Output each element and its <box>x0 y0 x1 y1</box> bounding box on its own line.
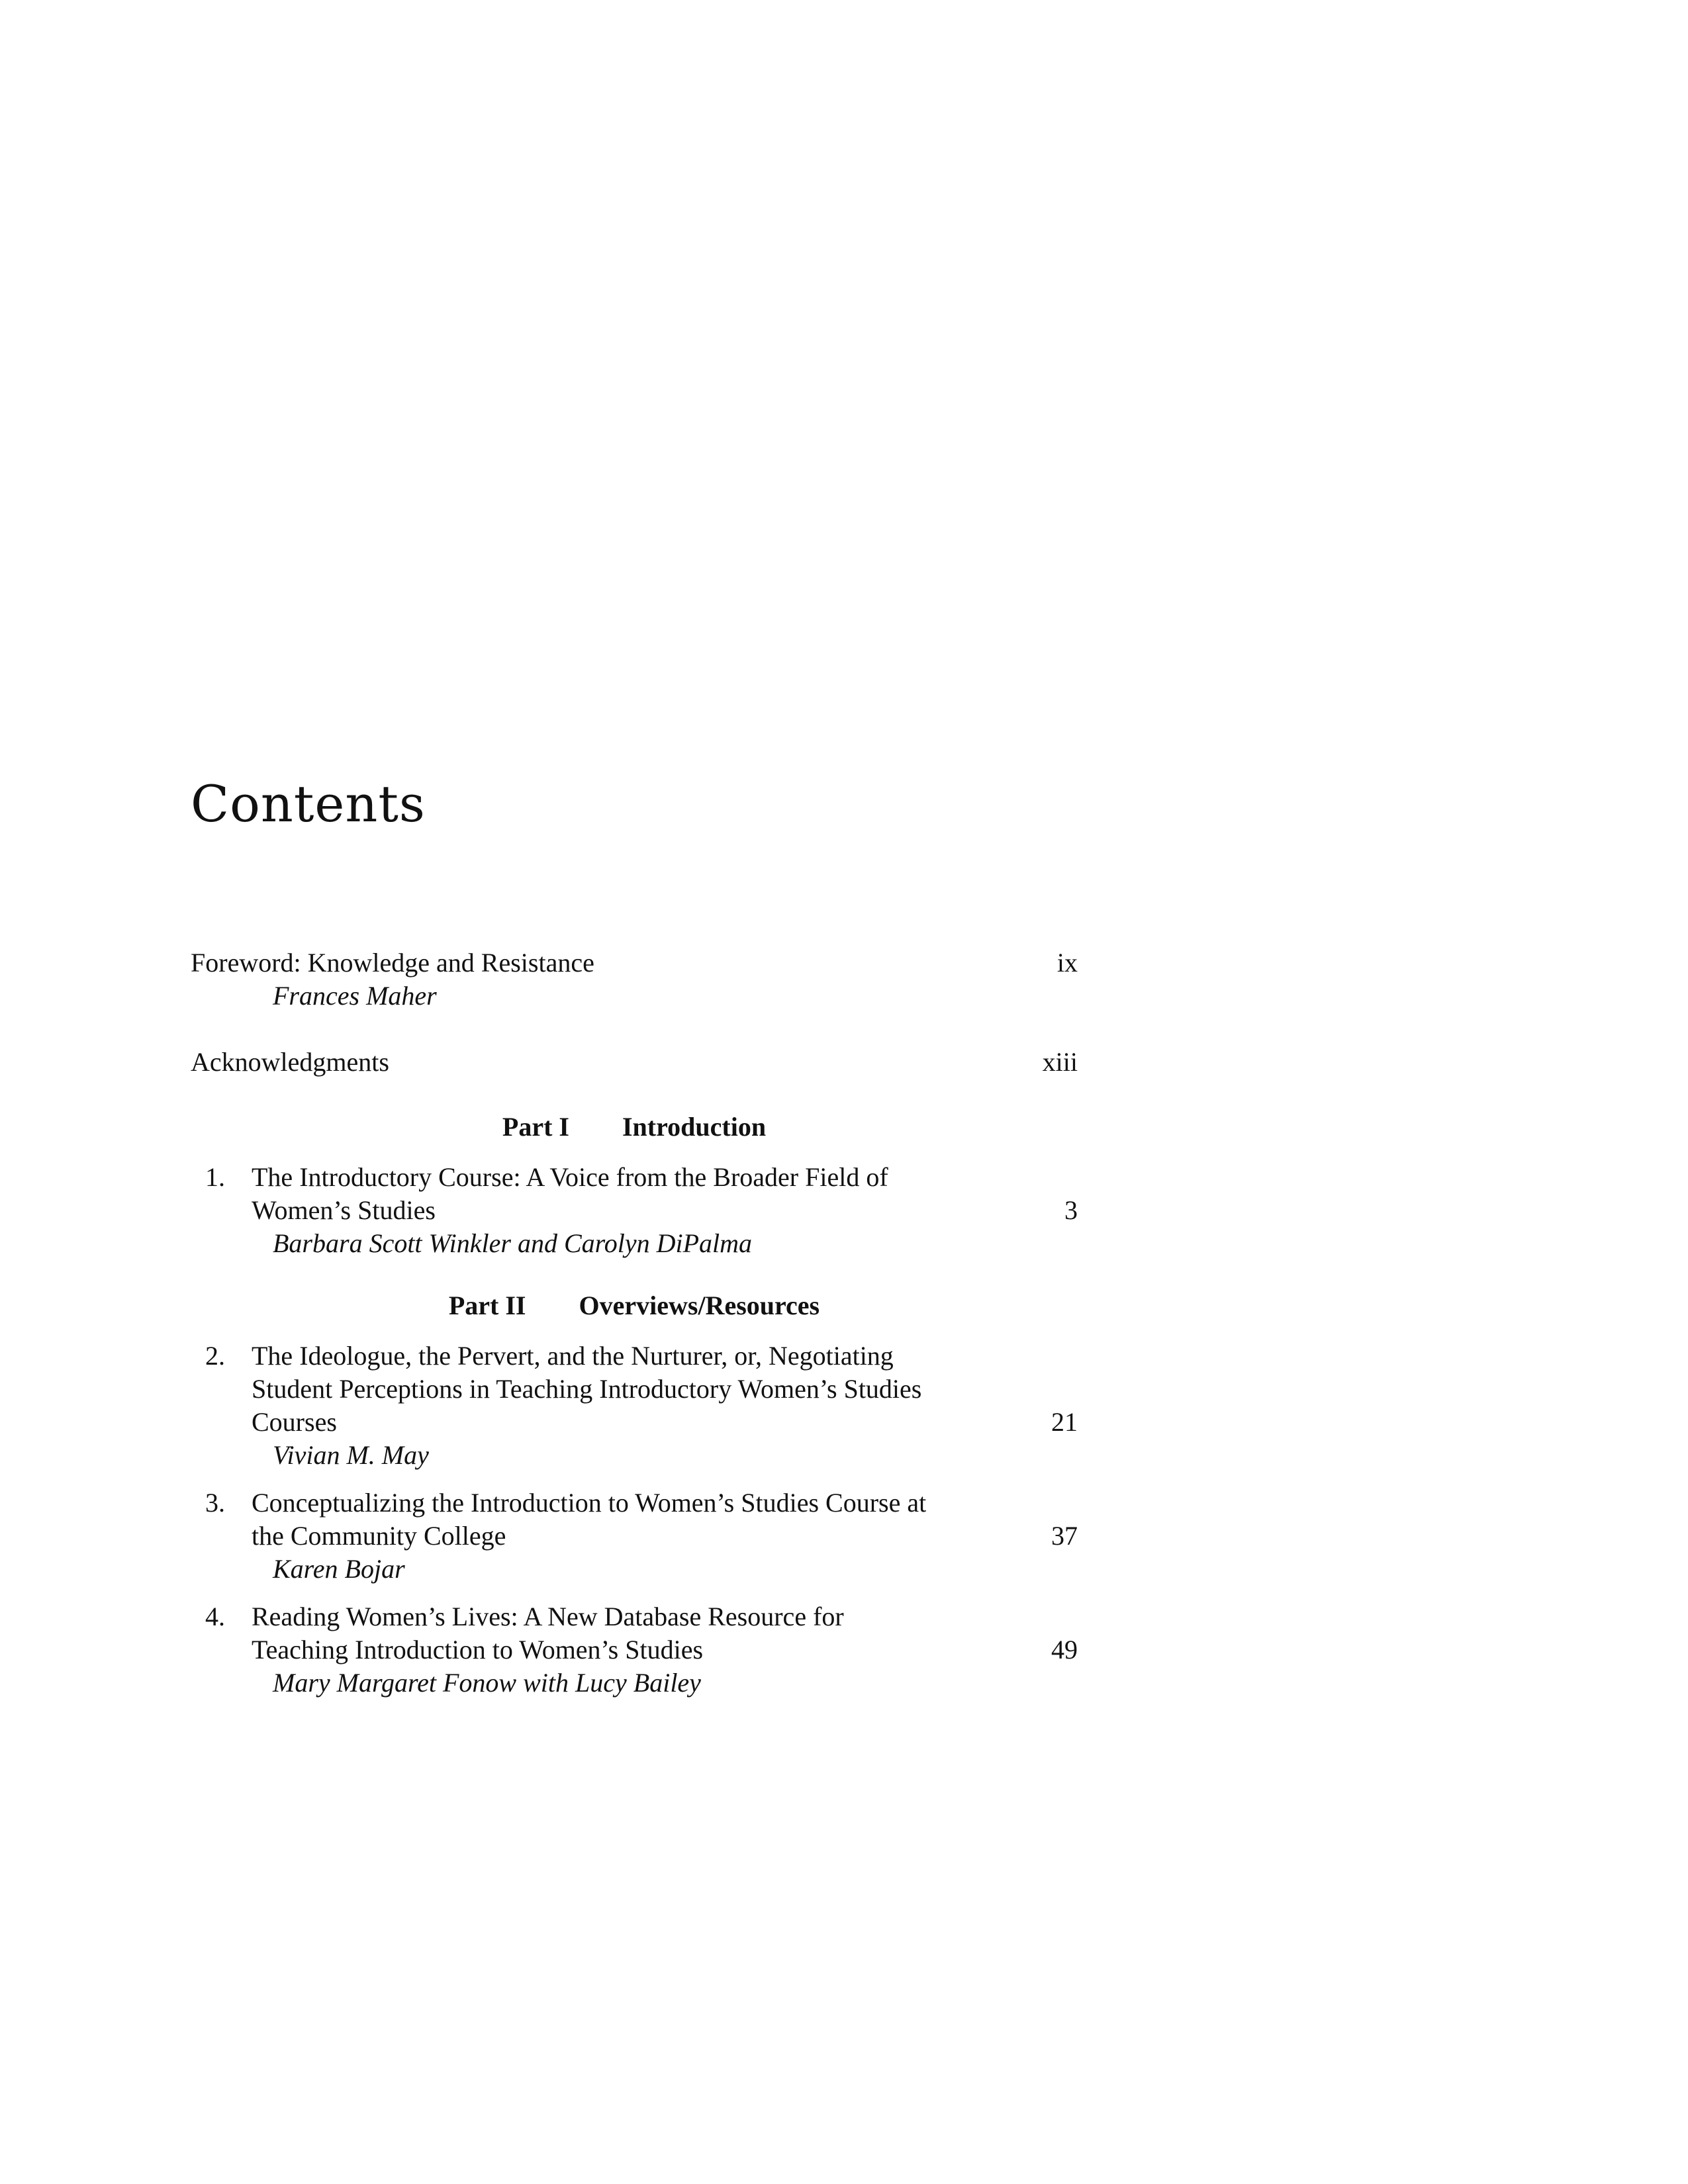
entry-page-number: 21 <box>1051 1407 1078 1437</box>
title-line: Teaching Introduction to Women’s Studies <box>252 1635 704 1664</box>
toc-entry-chapter[interactable] <box>191 1340 1078 1472</box>
entry-author: Mary Margaret Fonow with Lucy Bailey <box>273 1668 701 1698</box>
entry-page-number: 3 <box>1064 1195 1078 1225</box>
title-line: Courses <box>252 1407 337 1437</box>
entry-author: Vivian M. May <box>273 1440 429 1470</box>
entry-page-number: 37 <box>1051 1521 1078 1551</box>
toc-entry-chapter[interactable] <box>191 1161 1078 1260</box>
title-line: The Ideologue, the Pervert, and the Nurturer, or, Negotiating <box>252 1341 894 1371</box>
entry-title <box>191 1161 1078 1227</box>
title-line: Conceptualizing the Introduction to Women’s Studies Course at <box>252 1488 927 1518</box>
part-heading <box>191 1289 1078 1322</box>
toc-entry-acknowledgments[interactable] <box>191 1046 1078 1079</box>
part-name: Introduction <box>622 1112 767 1142</box>
entry-page-number: xiii <box>1042 1047 1078 1077</box>
entry-page-number: 49 <box>1051 1635 1078 1664</box>
chapter-number: 4. <box>205 1602 225 1631</box>
toc-entry-chapter[interactable] <box>191 1486 1078 1586</box>
entry-page-number: ix <box>1056 948 1078 978</box>
title-line: the Community College <box>252 1521 506 1551</box>
table-of-contents <box>191 946 1078 1714</box>
title-line: Women’s Studies <box>252 1195 436 1225</box>
part-heading <box>191 1111 1078 1144</box>
title-line: Reading Women’s Lives: A New Database Resource for <box>252 1602 844 1631</box>
entry-author: Barbara Scott Winkler and Carolyn DiPalma <box>273 1228 753 1258</box>
title-line: Student Perceptions in Teaching Introductory Women’s Studies <box>252 1374 922 1404</box>
part-name: Overviews/Resources <box>579 1291 820 1320</box>
entry-title <box>191 1600 1078 1666</box>
toc-entry-foreword[interactable] <box>191 946 1078 1013</box>
entry-title <box>191 1486 1078 1553</box>
chapter-number: 2. <box>205 1341 225 1371</box>
entry-title: Foreword: Knowledge and Resistance <box>191 948 594 978</box>
part-label: Part I <box>502 1112 569 1142</box>
entry-title: Acknowledgments <box>191 1047 389 1077</box>
entry-title <box>191 1340 1078 1439</box>
chapter-number: 1. <box>205 1162 225 1192</box>
part-label: Part II <box>448 1291 526 1320</box>
toc-entry-chapter[interactable] <box>191 1600 1078 1700</box>
chapter-number: 3. <box>205 1488 225 1518</box>
title-line: The Introductory Course: A Voice from the Broader Field of <box>252 1162 888 1192</box>
entry-author: Karen Bojar <box>273 1554 405 1584</box>
page-title: Contents <box>191 774 426 833</box>
entry-author: Frances Maher <box>273 981 437 1011</box>
